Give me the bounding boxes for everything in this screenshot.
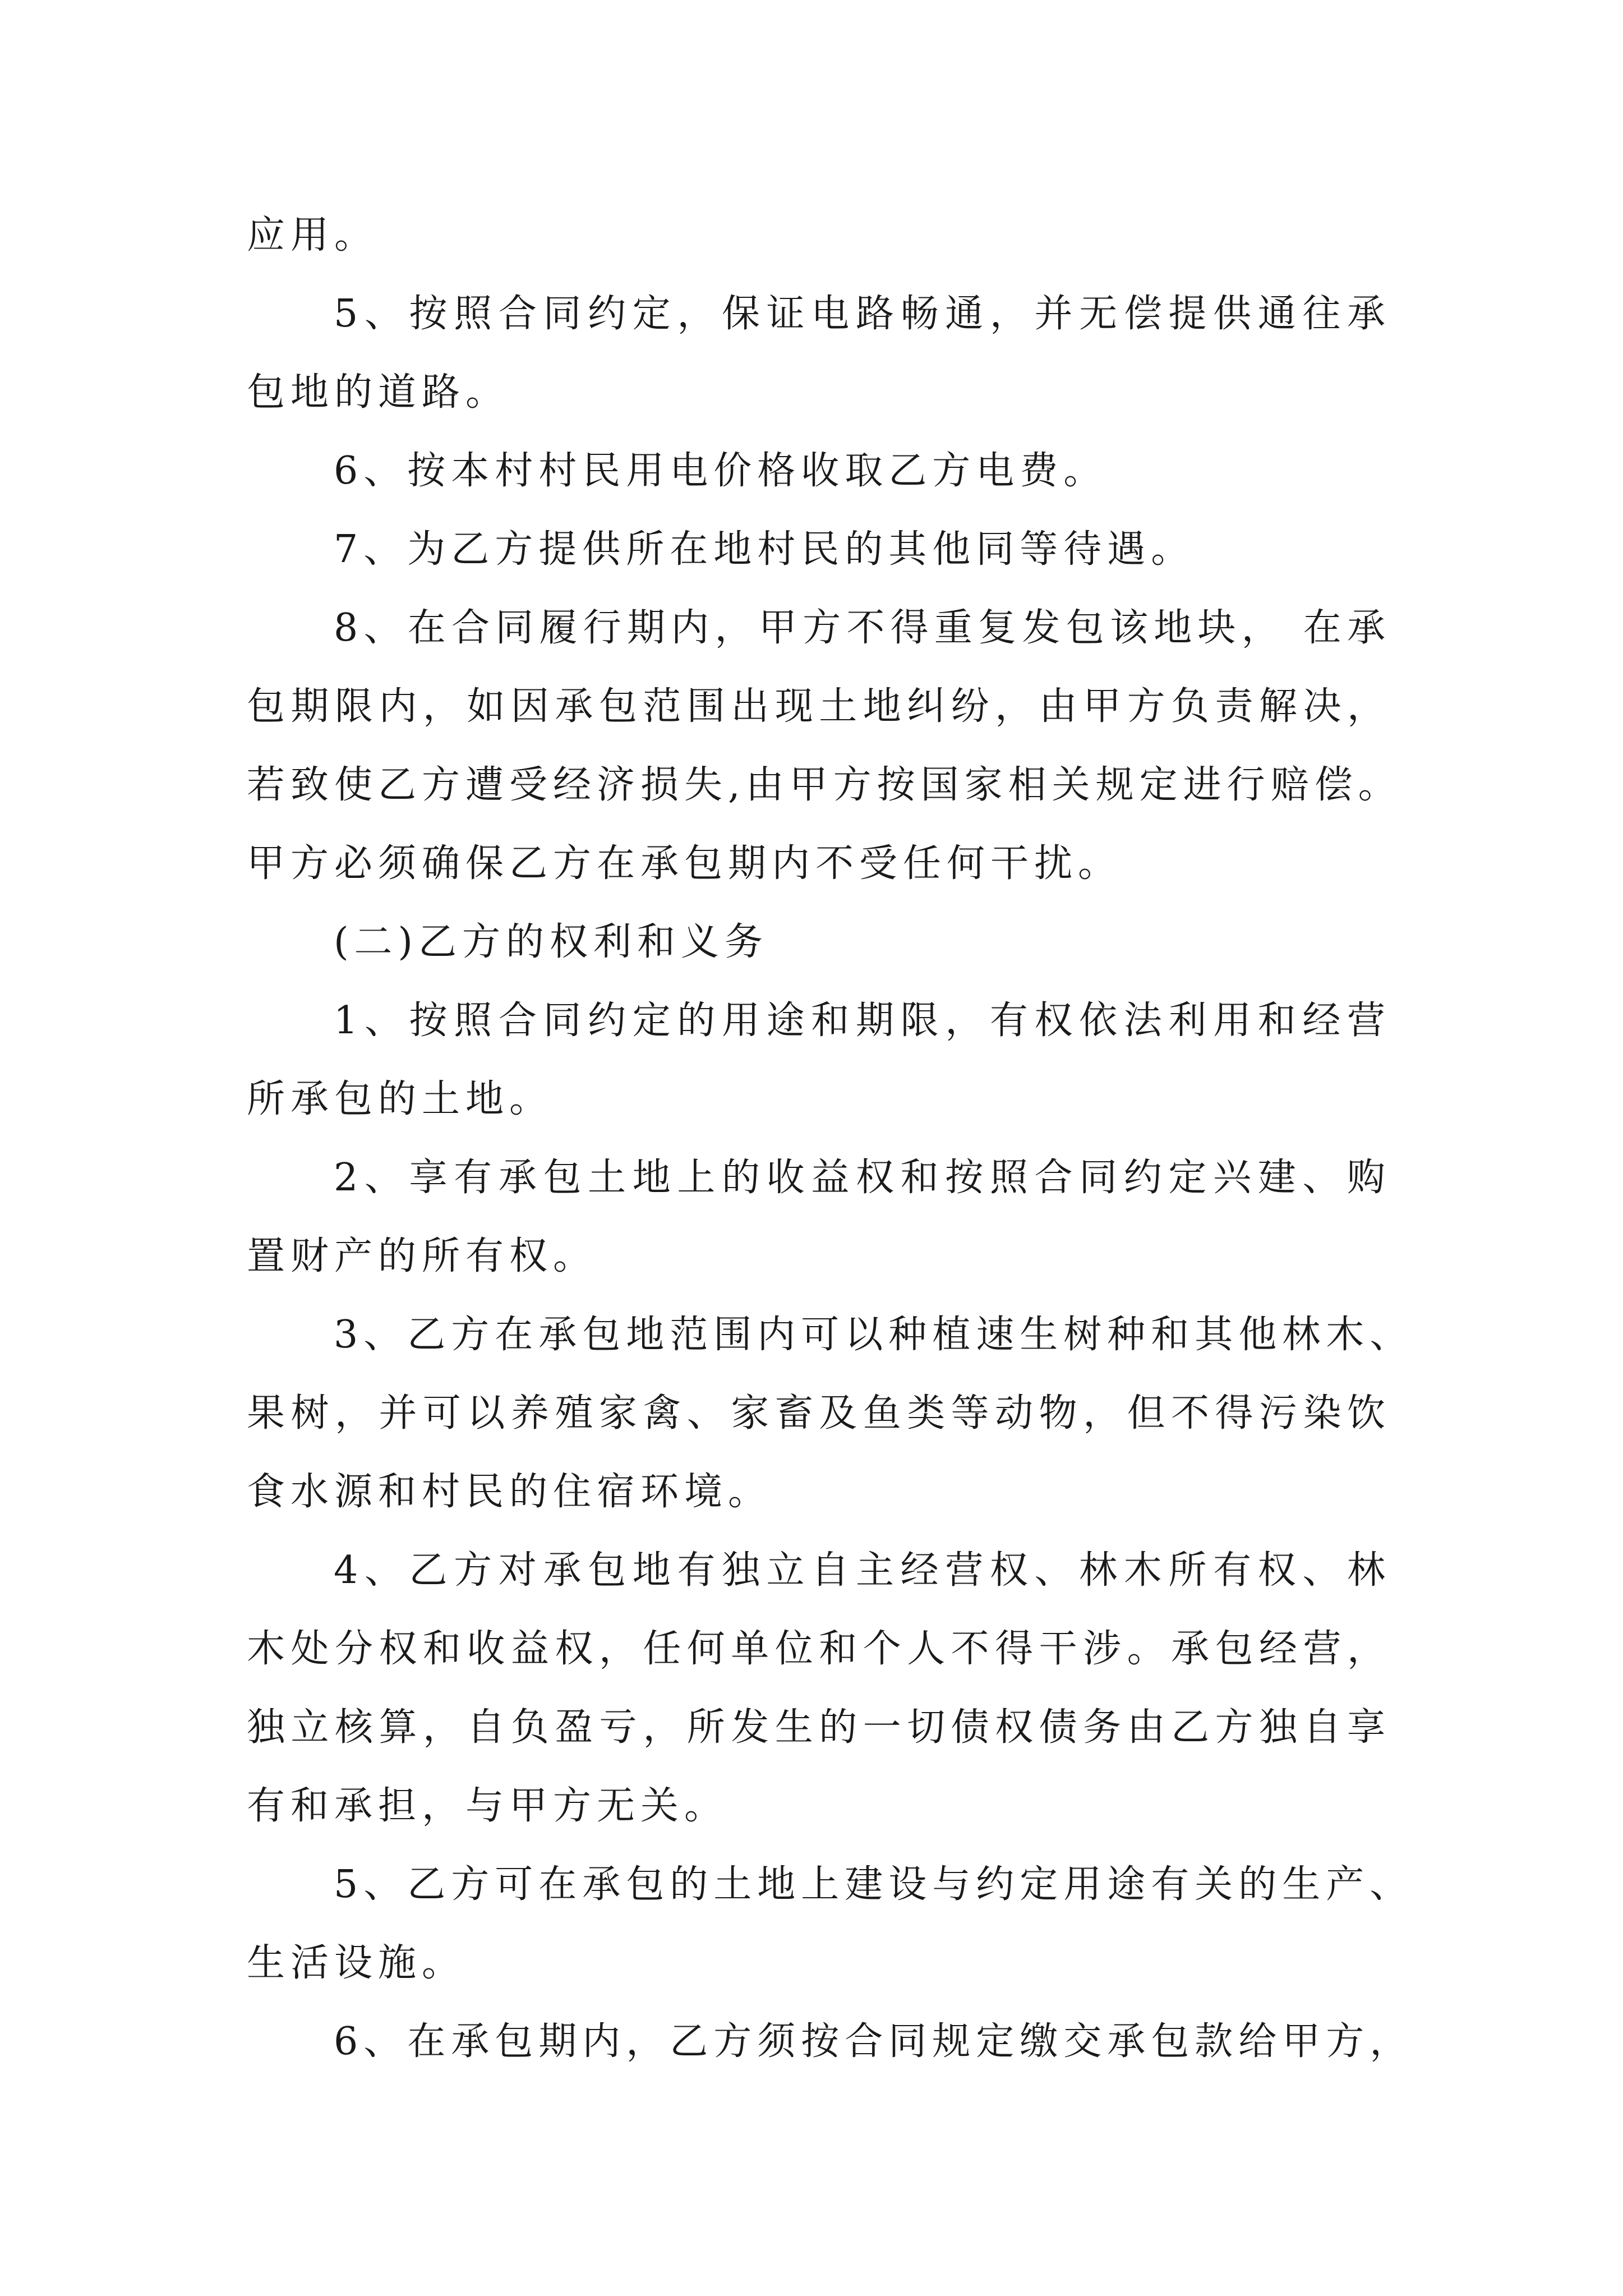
text-line: 若致使乙方遭受经济损失,由甲方按国家相关规定进行赔偿。	[247, 763, 1402, 807]
text-line: 包期限内，如因承包范围出现土地纠纷，由甲方负责解决，	[247, 684, 1391, 729]
text-line: 甲方必须确保乙方在承包期内不受任何干扰。	[247, 841, 1122, 886]
text-line: 1、按照合同约定的用途和期限，有权依法利用和经营	[334, 999, 1391, 1043]
text-line: 包地的道路。	[247, 370, 510, 415]
text-line: 7、为乙方提供所在地村民的其他同等待遇。	[334, 527, 1195, 572]
text-line: 有和承担，与甲方无关。	[247, 1784, 728, 1828]
document-body	[247, 196, 1414, 2081]
text-line: 4、乙方对承包地有独立自主经营权、林木所有权、林	[334, 1548, 1391, 1593]
text-line: 应用。	[247, 213, 379, 257]
text-line: 食水源和村民的住宿环境。	[247, 1470, 772, 1514]
text-line: 6、按本村村民用电价格收取乙方电费。	[334, 449, 1108, 493]
text-line: 8、在合同履行期内，甲方不得重复发包该地块， 在承	[334, 606, 1391, 650]
text-line: 3、乙方在承包地范围内可以种植速生树种和其他林木、	[334, 1313, 1414, 1357]
text-line: 2、享有承包土地上的收益权和按照合同约定兴建、购	[334, 1156, 1391, 1200]
text-line: 果树，并可以养殖家禽、家畜及鱼类等动物，但不得污染饮	[247, 1391, 1391, 1435]
text-line: 所承包的土地。	[247, 1077, 554, 1121]
text-line: 5、按照合同约定，保证电路畅通，并无偿提供通往承	[334, 292, 1391, 336]
text-line: 置财产的所有权。	[247, 1234, 597, 1278]
text-line: 独立核算，自负盈亏，所发生的一切债权债务由乙方独自享	[247, 1705, 1391, 1750]
text-line: 生活设施。	[247, 1941, 466, 1985]
text-line: 木处分权和收益权，任何单位和个人不得干涉。承包经营，	[247, 1627, 1391, 1671]
text-line: 5、乙方可在承包的土地上建设与约定用途有关的生产、	[334, 1862, 1414, 1907]
text-line: 6、在承包期内，乙方须按合同规定缴交承包款给甲方，	[334, 2019, 1414, 2064]
text-line: (二)乙方的权利和义务	[334, 920, 769, 964]
